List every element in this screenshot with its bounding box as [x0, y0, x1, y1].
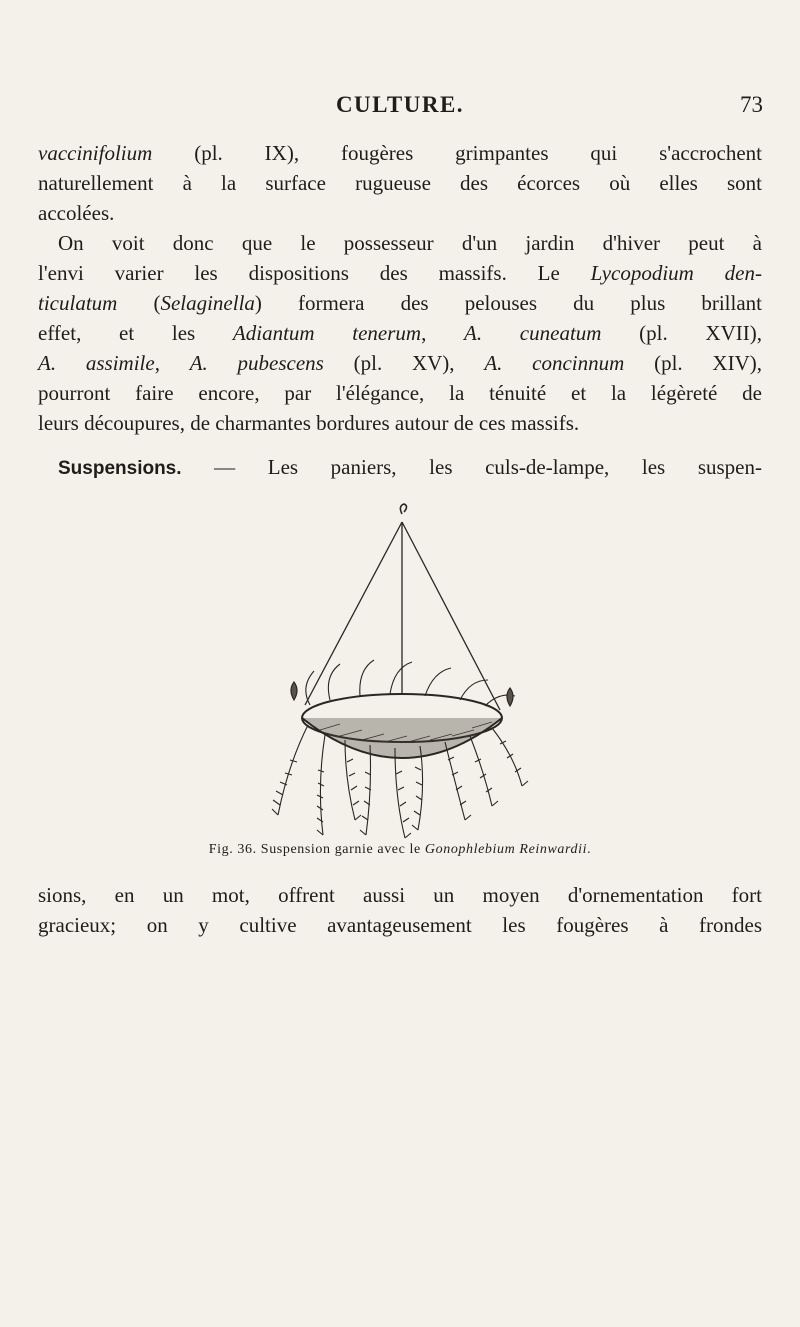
paragraph-massifs	[38, 228, 762, 438]
paragraph-suspensions-continued	[38, 880, 762, 940]
text-line: pourront faire encore, par l'élégance, la ténuité et la légèreté de	[38, 381, 762, 405]
text-run: (	[117, 291, 161, 315]
text-run: ,	[421, 321, 465, 345]
text-line: gracieux; on y cultive avantageusement les fougères à frondes	[38, 913, 762, 937]
latin-name: A. pubescens	[189, 351, 324, 375]
text-run: (pl. XIV),	[624, 351, 762, 375]
text-line: naturellement à la surface rugueuse des écorces où elles sont	[38, 171, 762, 195]
basket-body	[302, 718, 502, 758]
caption-latin-name: Gonophlebium Reinwardii	[424, 842, 588, 857]
text-line: sions, en un mot, offrent aussi un moyen d'ornementation fort	[38, 883, 762, 907]
text-run: l'envi varier les dispositions des massifs. Le	[38, 261, 591, 285]
latin-name: A. concinnum	[484, 351, 625, 375]
latin-name: A. cuneatum	[464, 321, 602, 345]
text-run: (pl. IX), fougères grimpantes qui s'accrochent	[152, 141, 762, 165]
text-run: ,	[154, 351, 190, 375]
hook-icon	[400, 504, 406, 514]
text-run: ) formera des pelouses du plus brillant	[254, 291, 762, 315]
figure-caption	[0, 842, 800, 858]
paragraph-suspensions	[38, 452, 762, 482]
text-run: (pl. XVII),	[601, 321, 762, 345]
text-run: effet, et les	[38, 321, 233, 345]
running-title: CULTURE.	[335, 92, 465, 117]
finial-left	[291, 682, 297, 700]
paragraph-continuation	[38, 138, 762, 228]
latin-name: Selaginella	[160, 291, 255, 315]
text-run: — Les paniers, les culs-de-lampe, les suspen-	[181, 455, 762, 479]
text-line	[38, 258, 762, 288]
text-line	[38, 452, 762, 482]
section-heading: Suspensions.	[58, 458, 182, 479]
latin-name: vaccinifolium	[38, 141, 153, 165]
page-number: 73	[740, 92, 763, 117]
chain-left	[305, 522, 402, 705]
latin-name: A. assimile	[38, 351, 155, 375]
chain-right	[402, 522, 500, 710]
running-head	[0, 90, 800, 122]
text-run: (pl. XV),	[323, 351, 485, 375]
text-line: On voit donc que le possesseur d'un jardin d'hiver peut à	[58, 231, 762, 255]
finial-right	[507, 688, 513, 706]
text-line: leurs découpures, de charmantes bordures autour de ces massifs.	[38, 411, 580, 435]
text-line	[38, 318, 762, 348]
text-line: accolées.	[38, 201, 115, 225]
caption-text: Fig. 36. Suspension garnie avec le	[208, 842, 425, 857]
hanging-basket-illustration	[180, 500, 620, 840]
latin-name: ticulatum	[38, 291, 118, 315]
latin-name: Adiantum tenerum	[232, 321, 422, 345]
text-line	[38, 288, 762, 318]
text-line	[38, 138, 762, 168]
text-line	[38, 348, 762, 378]
latin-name: Lycopodium den-	[590, 261, 762, 285]
caption-text: .	[587, 842, 592, 857]
